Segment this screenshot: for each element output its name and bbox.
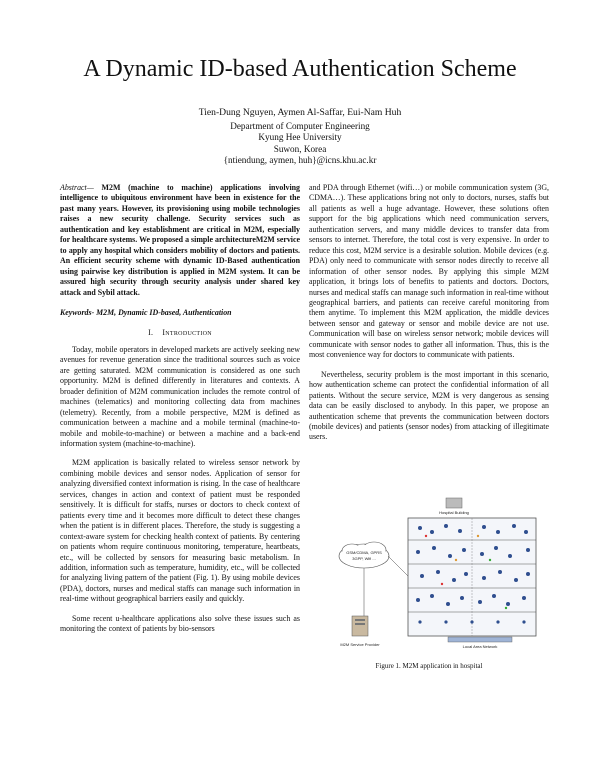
author-location: Suwon, Korea: [273, 143, 327, 154]
author-email: {ntiendung, aymen, huh}@icns.khu.ac.kr: [223, 155, 377, 166]
section-title: Introduction: [162, 328, 212, 338]
server-icon: [352, 616, 368, 636]
connection-line: [388, 556, 408, 576]
keywords: Keywords- M2M, Dynamic ID-based, Authentication: [60, 307, 232, 317]
body-paragraph-5: Nevertheless, security problem is the most important in this scenario, how authentication scheme can protect the confidential information of all patients. Without the secure service, M2M is very dangerous as sensing data can be easily disclosed to anybody. In this paper, we propose an authentication scheme that prevents the communication between doctors (mobile devices) and patients (sensor nodes) from attacking of illegitimate users.: [309, 369, 549, 442]
author-names: Tien-Dung Nguyen, Aymen Al-Saffar, Eui-Nam Huh: [198, 107, 402, 118]
figure-caption: Figure 1. M2M application in hospital: [375, 662, 483, 670]
section-heading-introduction: [60, 328, 300, 338]
body-paragraph-1: Today, mobile operators in developed markets are actively seeking new avenues for revenue generation since the traditional sources such as voice are getting saturated. M2M communication is considered as one such opportunity. M2M is defined differently in literatures and contexts. A broader definition of M2M communication includes the remote control of machines (telematics) and monitoring collecting data from machines (telemetry). Recently, from a mobile perspective, M2M is defined as communication between a machine and a mobile terminal (machine-to-mobile and mobile-to-machine) or between a machine and a back-end information system (machine-to-machine).: [60, 344, 300, 448]
building-floors: [408, 518, 536, 636]
abstract-label: Abstract—: [60, 183, 94, 192]
paper-title: A Dynamic ID-based Authentication Scheme: [83, 56, 517, 82]
author-department: Department of Computer Engineering: [230, 120, 370, 131]
figure-hospital-diagram: [338, 496, 538, 656]
abstract: [60, 183, 300, 298]
cloud-label-2: 3GPP, Wifi ...: [352, 556, 376, 561]
gateway-label: Local Area Network: [462, 644, 498, 649]
building-icon: [446, 498, 462, 508]
gateway-bar: [448, 637, 512, 642]
hospital-diagram-svg: [338, 496, 538, 656]
section-numeral: I.: [148, 328, 154, 338]
body-paragraph-3: Some recent u-healthcare applications also solve these issues such as monitoring the context of patients by bio-sensors: [60, 613, 300, 634]
provider-label: M2M Service Provider: [340, 642, 380, 647]
right-column: [309, 183, 549, 443]
author-university: Kyung Hee University: [258, 132, 342, 143]
body-paragraph-2: M2M application is basically related to wireless sensor network by combining mobile devices and sensor nodes. Application of sensor for analyzing diversified context information is rising. In the case of healthcare services, changes in action and context of patient must be responded sensitively. It is difficult for staffs, nurses or doctors to check context of patients every time and it becomes more difficult to detect these changes when the patient is in different places. Therefore, the study is suggesting a context-aware system for checking health context of patients. By centering on patients whom require continuous monitoring, temperature, heartbeats, etc., will be collected by sensors for measuring basic metabolism. In addition, information such as temperature, humidity, etc., will be collected for analyzing living pattern of the patient (Fig. 1). By using mobile devices (PDA), doctors, nurses and medical staffs can manage such information in real-time without geographical barriers easily and quickly.: [60, 458, 300, 604]
cloud-icon: [339, 542, 389, 568]
cloud-label-1: GSM/CDMA, GPRS: [346, 550, 382, 555]
abstract-text: M2M (machine to machine) applications involving intelligence to ubiquitous environment have been in existence for the past many years. However, its provisioning using mobile technologies raises a new security challenge. Security services such as authentication and key establishment are critical in M2M, especially for healthcare systems. We proposed a simple architectureM2M service to apply any hospital which considers mobility of doctors and patients. An efficient security scheme with dynamic ID-Based authentication using pairwise key distribution is applied in M2M system. It can be assured high security through security analysis under shared key attack and Sybil attack.: [60, 183, 300, 297]
left-column: [60, 183, 300, 635]
building-label: Hospital Building: [439, 510, 469, 515]
body-paragraph-4: and PDA through Ethernet (wifi…) or mobile communication system (3G, CDMA…). These applications bring not only to doctors, nurses, staffs but all patients as well a huge advantage. However, these solutions often support for the big applications which need communication servers, authentication servers, and many middle devices to transfer data from sensors to internet. Therefore, the total cost is very expensive. In order to reduce this cost, M2M service is a desirable solution. Mobile devices (e.g. PDA) only need to communicate with sensor nodes directly to receive all information of other sensor nodes. By applying this simple M2M application, it brings lots of benefits to patients and doctors. Doctors, nurses and medical staffs can manage such information in real-time without geographical barriers, and patients can receive careful monitoring from them anytime. To implement this M2M application, the middle devices between sensor and gateway or sensor and mobile device are not use. Communication will base on wireless sensor network; mobile devices will communicate with sensor nodes to gather all information. Thus, this is the most convenience way for doctors to communicate with patients.: [309, 183, 549, 360]
author-block: [0, 107, 600, 167]
